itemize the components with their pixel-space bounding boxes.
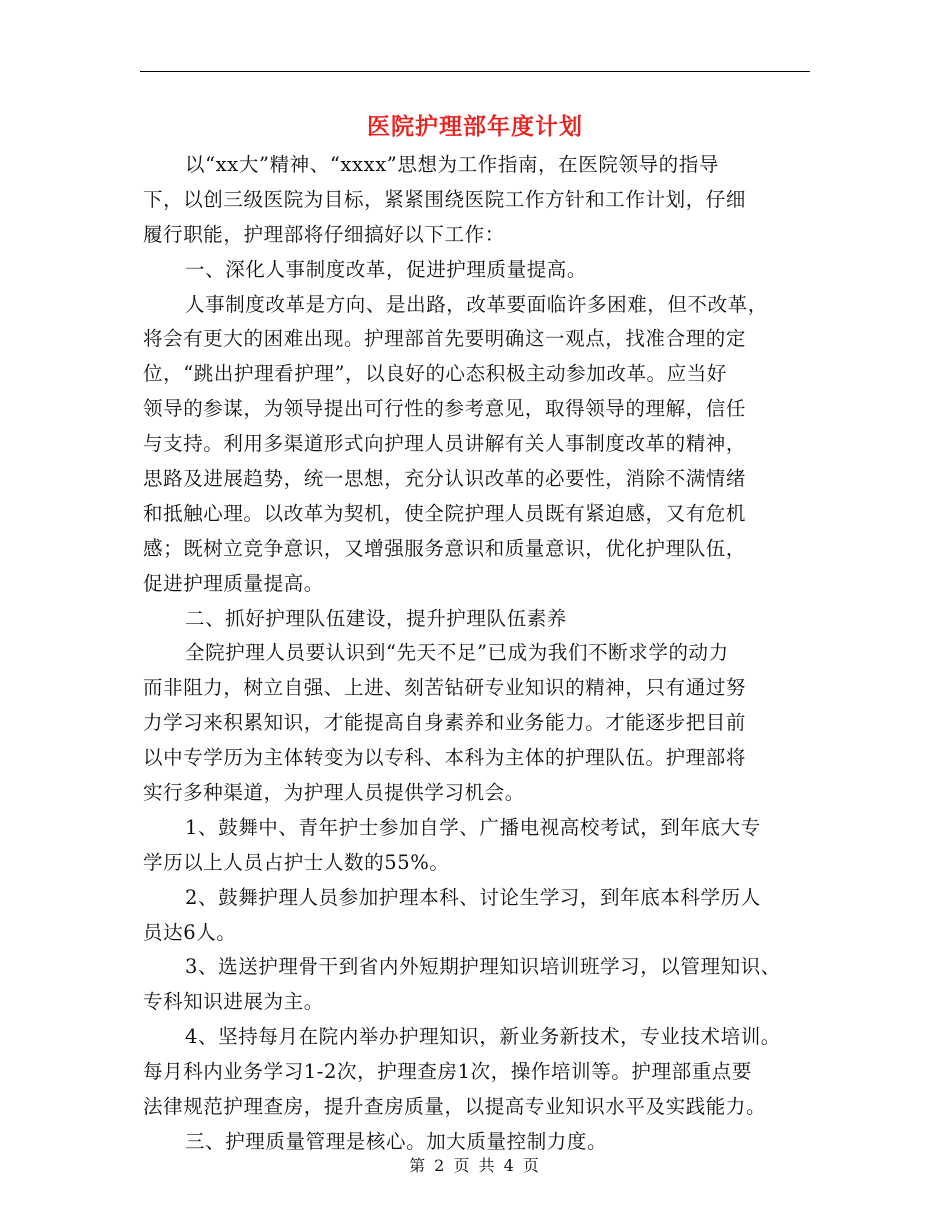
body-line: 将会有更大的困难出现。护理部首先要明确这一观点，找准合理的定: [143, 327, 747, 351]
list-item: 4、坚持每月在院内举办护理知识，新业务新技术，专业技术培训。: [185, 1025, 781, 1049]
body-line: 而非阻力，树立自强、上进、刻苦钻研专业知识的精神，只有通过努: [143, 676, 747, 700]
body-line: 力学习来积累知识，才能提高自身素养和业务能力。才能逐步把目前: [143, 711, 747, 735]
body-line: 全院护理人员要认识到“先天不足”已成为我们不断求学的动力: [185, 641, 729, 665]
list-item: 2、鼓舞护理人员参加护理本科、讨论生学习，到年底本科学历人: [185, 885, 761, 909]
list-item-continuation: 法律规范护理查房，提升查房质量，以提高专业知识水平及实践能力。: [143, 1095, 767, 1119]
body-line: 人事制度改革是方向、是出路，改革要面临许多困难，但不改革，: [185, 292, 768, 316]
body-line: 领导的参谋，为领导提出可行性的参考意见，取得领导的理解，信任: [143, 397, 747, 421]
page-footer: 第 2 页 共 4 页: [409, 1156, 541, 1175]
body-line: 思路及进展趋势，统一思想，充分认识改革的必要性，消除不满情绪: [143, 467, 747, 491]
list-item-continuation: 员达6人。: [143, 920, 237, 944]
body-line: 感；既树立竞争意识，又增强服务意识和质量意识，优化护理队伍，: [143, 536, 747, 560]
body-line: 实行多种渠道，为护理人员提供学习机会。: [143, 781, 525, 805]
body-line: 与支持。利用多渠道形式向护理人员讲解有关人事制度改革的精神，: [143, 432, 747, 456]
header-rule: [140, 71, 810, 72]
body-line: 和抵触心理。以改革为契机，使全院护理人员既有紧迫感，又有危机: [143, 501, 747, 525]
body-line: 促进护理质量提高。: [143, 571, 324, 595]
list-item: 1、鼓舞中、青年护士参加自学、广播电视高校考试，到年底大专: [185, 815, 761, 839]
list-item: 3、选送护理骨干到省内外短期护理知识培训班学习，以管理知识、: [185, 955, 781, 979]
list-item-continuation: 学历以上人员占护士人数的55%。: [143, 850, 450, 874]
document-title: 医院护理部年度计划: [367, 113, 583, 140]
list-item-continuation: 每月科内业务学习1-2次，护理查房1次，操作培训等。护理部重点要: [143, 1060, 753, 1084]
body-line: 以“xx大”精神、“xxxx”思想为工作指南，在医院领导的指导: [185, 153, 719, 176]
body-line: 位，“跳出护理看护理”，以良好的心态积极主动参加改革。应当好: [143, 362, 727, 386]
body-line: 以中专学历为主体转变为以专科、本科为主体的护理队伍。护理部将: [143, 746, 747, 770]
list-item-continuation: 专科知识进展为主。: [143, 990, 324, 1014]
body-line: 履行职能，护理部将仔细搞好以下工作：: [143, 222, 505, 246]
section-heading: 二、抓好护理队伍建设，提升护理队伍素养: [185, 606, 567, 630]
document-body: [143, 148, 810, 1160]
body-line: 下，以创三级医院为目标，紧紧围绕医院工作方针和工作计划，仔细: [143, 187, 747, 211]
section-heading: 一、深化人事制度改革，促进护理质量提高。: [185, 257, 588, 281]
section-heading: 三、护理质量管理是核心。加大质量控制力度。: [185, 1129, 608, 1153]
